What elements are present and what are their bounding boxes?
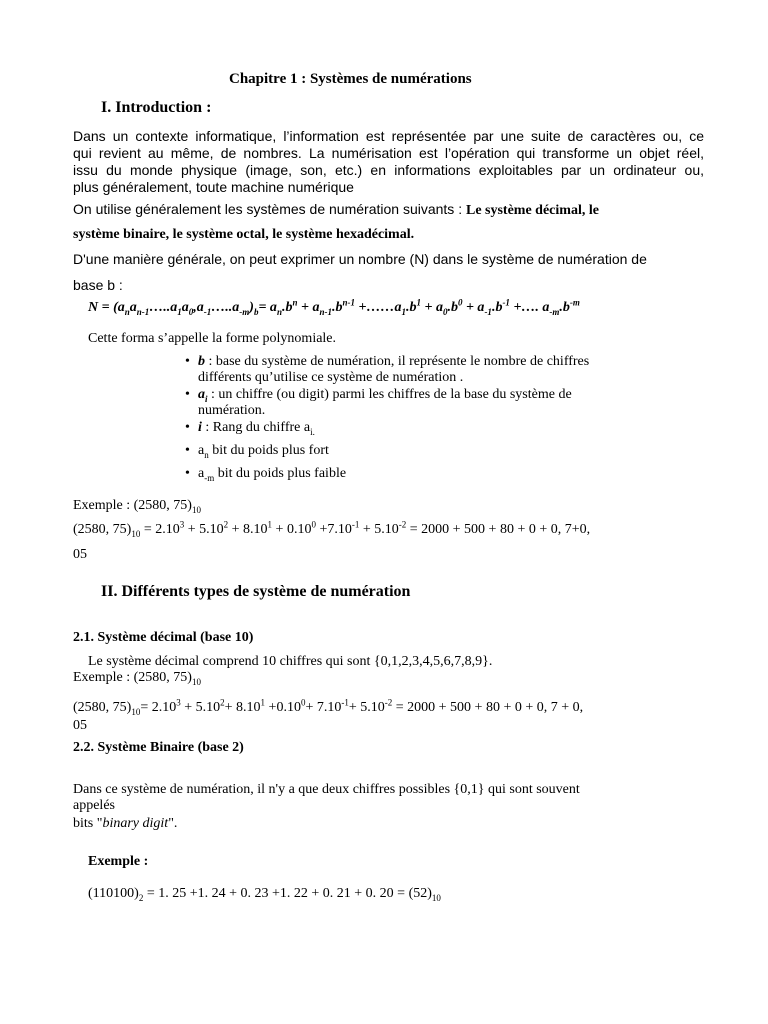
intro-example-label: Exemple : (2580, $75)_{10}$ <box>73 498 201 515</box>
intro-paragraph-line-1: Dans un contexte informatique, l’information est représentée par une suite de caractères ou, ce <box>73 128 704 144</box>
bullet-digit-line-2: numération. <box>198 403 266 418</box>
systems-paragraph-line-1 <box>73 201 599 219</box>
intro-example-continuation: 05 <box>73 547 87 562</box>
polynomial-formula: $N = (a_na_{n-1}\dots..a_1a_0,a_{-1}\dots..a_{-m})_b= a_n.b^n + a_{n-1}.b^{n-1}$ $+\dots\dots a_1.b^1 + a_0.b^0 + a_{-1}.b^{-1}$ +…. $a_{-m}.b^{-m}$ <box>88 297 580 317</box>
polynomial-form-note: Cette forma s’appelle la forme polynomiale. <box>88 331 337 346</box>
subsection-heading-decimal: 2.1. Système décimal (base 10) <box>73 630 254 645</box>
section-heading-introduction: I. Introduction : <box>101 99 212 116</box>
decimal-example-continuation: 05 <box>73 718 87 733</box>
binary-description-line-1: Dans ce système de numération, il n'y a que deux chiffres possibles {0,1} qui sont souvent <box>73 782 580 797</box>
bullet-dot: • <box>185 354 190 369</box>
binary-example-heading: Exemple : <box>88 854 149 869</box>
binary-description-line-2: appelés <box>73 798 115 813</box>
systems-list-bold-1: Le système décimal, le <box>465 203 599 218</box>
decimal-description: Le système décimal comprend 10 chiffres qui sont {0,1,2,3,4,5,6,7,8,9}. <box>88 654 493 669</box>
bullet-dot: • <box>185 466 190 481</box>
general-expression-line-2: base b : <box>73 277 123 293</box>
subsection-heading-binary: 2.2. Système Binaire (base 2) <box>73 740 244 755</box>
bullet-digit-line-1: $a_i$ : un chiffre (ou digit) parmi les chiffres de la base du système de <box>198 387 572 404</box>
intro-paragraph-line-4: plus généralement, toute machine numérique <box>73 179 354 195</box>
binary-description-line-3: bits "binary digit". <box>73 816 178 831</box>
intro-paragraph-line-3: issu du monde physique (image, son, etc.) en informations exploitables par un ordinateur ou, <box>73 162 704 178</box>
systems-intro-text: On utilise généralement les systèmes de numération suivants : <box>73 201 466 217</box>
decimal-example-label: Exemple : (2580, $75)_{10}$ <box>73 670 201 687</box>
intro-paragraph-line-2: qui revient au même, de nombres. La numérisation est l’opération qui transforme un objet réel, <box>73 145 704 161</box>
bullet-msb: $a_n$ bit du poids plus fort <box>198 443 329 460</box>
section-heading-types: II. Différents types de système de numération <box>101 583 411 600</box>
bullet-dot: • <box>185 443 190 458</box>
decimal-example-expansion: (2580, $75)_{10}= 2.10^3 + 5.10^2+ 8.10^1 +0.10^0+ 7.10^{-1}+ 5.10^{-2} = 2000 + 500 + 80 + 0 + 0$, 7 + 0, <box>73 697 584 717</box>
systems-list-bold-2: système binaire, le système octal, le système hexadécimal. <box>73 227 415 242</box>
general-expression-line-1: D'une manière générale, on peut exprimer un nombre (N) dans le système de numération de <box>73 251 647 267</box>
bullet-lsb: $a_{-m}$ bit du poids plus faible <box>198 466 347 483</box>
binary-example-expansion: $(110100)_2 = 1$. 25 +1. 24 + 0. 23 +1. 22 + 0. 21 + 0. $20 = (52)_{10}$ <box>88 886 441 903</box>
bullet-base-line-1: b : base du système de numération, il représente le nombre de chiffres <box>198 354 590 369</box>
bullet-dot: • <box>185 387 190 402</box>
bullet-base-line-2: différents qu’utilise ce système de numération . <box>198 370 464 385</box>
page-title: Chapitre 1 : Systèmes de numérations <box>229 71 472 87</box>
bullet-dot: • <box>185 420 190 435</box>
bullet-rank: i : Rang du chiffre $a_{i.}$ <box>198 420 315 437</box>
intro-example-expansion: (2580, $75)_{10} = 2.10^3 + 5.10^2 + 8.10^1 + 0.10^0 +7.10^{-1} + 5.10^{-2} = 2000 + 500 + 80 + 0 + 0$, 7+0, <box>73 519 591 539</box>
